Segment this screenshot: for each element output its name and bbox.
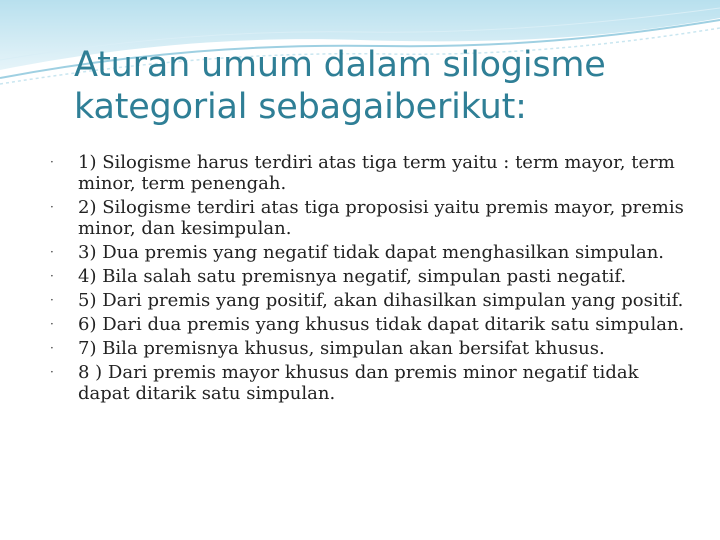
slide-title: [74, 44, 694, 128]
bullet-dot-icon: ·: [50, 269, 54, 283]
slide-title-line-1: Aturan umum dalam silogisme: [74, 45, 606, 85]
list-item-text: 7) Bila premisnya khusus, simpulan akan bersifat khusus.: [78, 338, 605, 359]
list-item: [50, 314, 690, 335]
bullet-dot-icon: ·: [50, 245, 54, 259]
bullet-dot-icon: ·: [50, 155, 54, 169]
bullet-dot-icon: ·: [50, 365, 54, 379]
list-item-text: 6) Dari dua premis yang khusus tidak dapat ditarik satu simpulan.: [78, 314, 685, 335]
list-item: [50, 290, 690, 311]
bullet-dot-icon: ·: [50, 317, 54, 331]
list-item-text: 5) Dari premis yang positif, akan dihasilkan simpulan yang positif.: [78, 290, 684, 311]
slide-title-line-2: kategorial sebagaiberikut:: [74, 87, 527, 127]
list-item: [50, 152, 690, 194]
list-item-text: 2) Silogisme terdiri atas tiga proposisi yaitu premis mayor, premis minor, dan kesimpulan.: [78, 197, 684, 239]
list-item-text: 8 ) Dari premis mayor khusus dan premis minor negatif tidak dapat ditarik satu simpulan.: [78, 362, 639, 404]
bullet-list: [50, 152, 690, 407]
list-item-text: 4) Bila salah satu premisnya negatif, simpulan pasti negatif.: [78, 266, 627, 287]
bullet-dot-icon: ·: [50, 200, 54, 214]
list-item: [50, 242, 690, 263]
bullet-dot-icon: ·: [50, 341, 54, 355]
list-item: [50, 197, 690, 239]
list-item-text: 1) Silogisme harus terdiri atas tiga term yaitu : term mayor, term minor, term penengah.: [78, 152, 675, 194]
list-item: [50, 362, 690, 404]
list-item: [50, 338, 690, 359]
list-item-text: 3) Dua premis yang negatif tidak dapat menghasilkan simpulan.: [78, 242, 665, 263]
bullet-dot-icon: ·: [50, 293, 54, 307]
list-item: [50, 266, 690, 287]
